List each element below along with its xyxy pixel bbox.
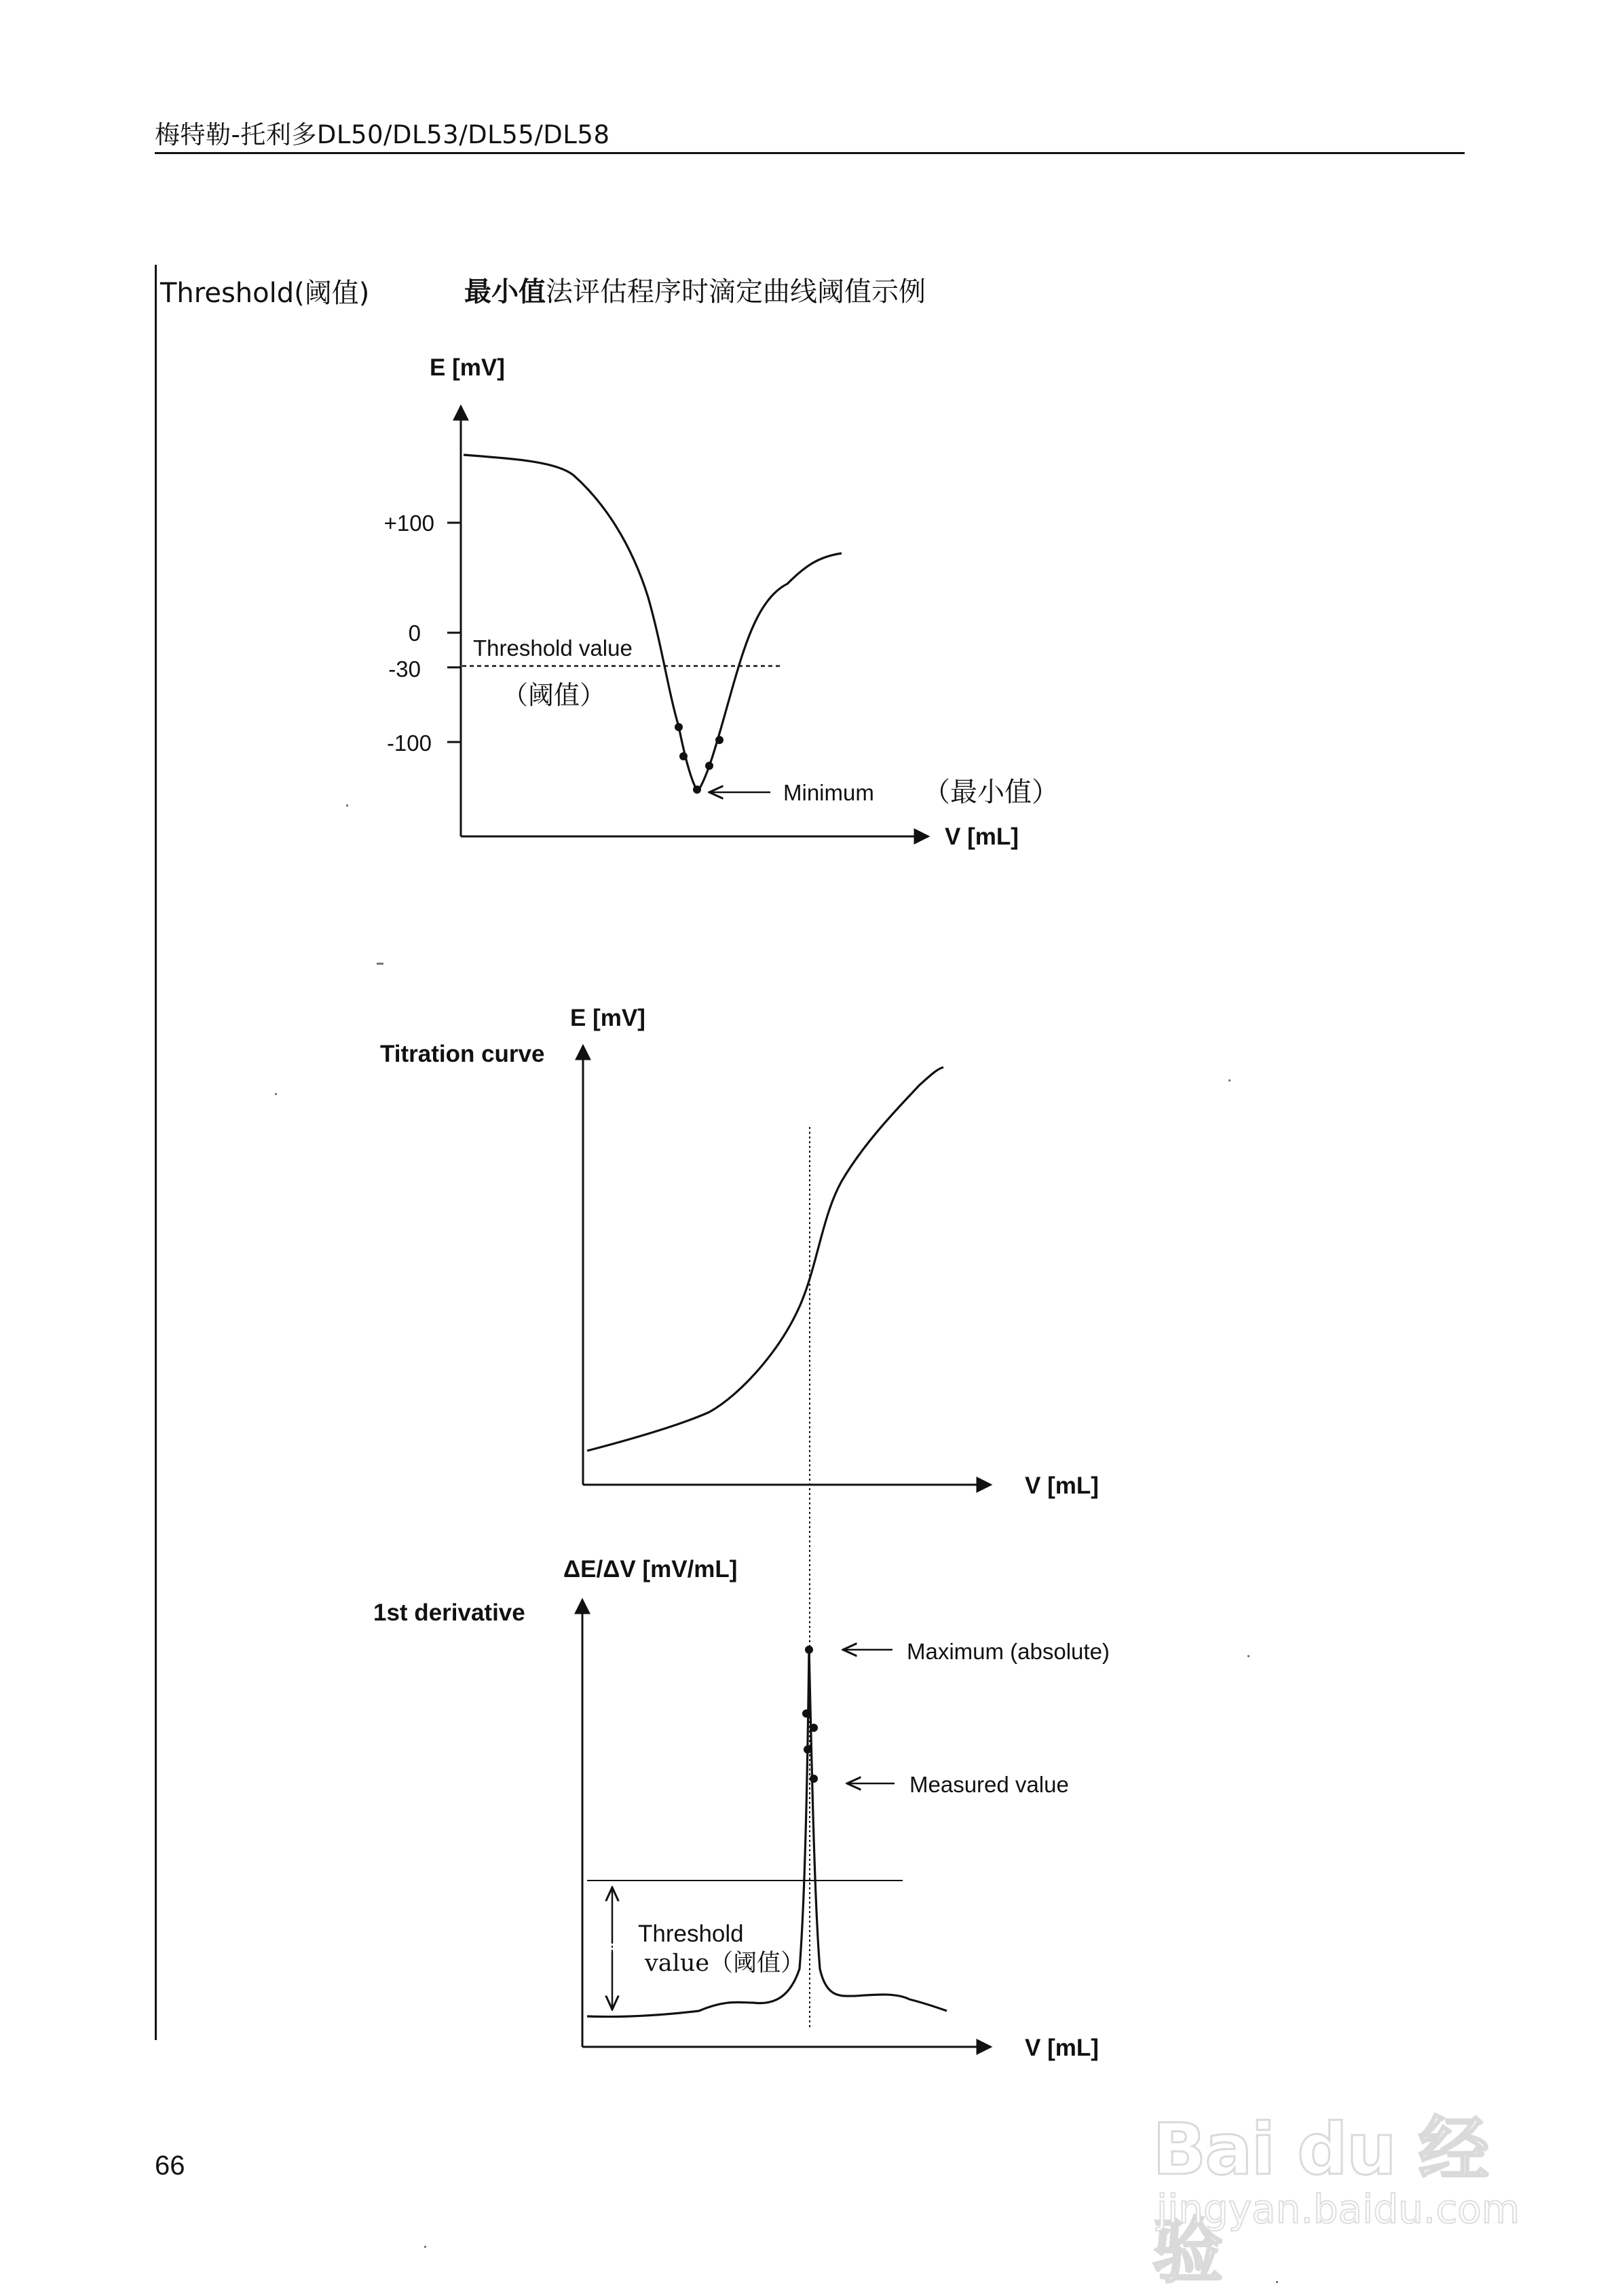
fig3-point-3	[810, 1724, 818, 1732]
fig3-threshold-label-1: Threshold	[638, 1921, 744, 1947]
fig1-ylabel: E [mV]	[430, 354, 505, 381]
fig3-point-5	[810, 1775, 818, 1783]
watermark-brand: Bai du 经验	[1152, 2108, 1488, 2293]
fig1-point-2	[679, 752, 688, 760]
fig3-point-2	[802, 1709, 810, 1718]
fig2-title: Titration curve	[380, 1041, 545, 1067]
fig1-curve	[464, 455, 842, 792]
fig1-minimum-label-cn: （最小值）	[923, 777, 1059, 808]
fig1-ytick-plus100: +100	[383, 511, 434, 536]
fig2-xlabel: V [mL]	[1025, 1473, 1099, 1499]
fig3-title: 1st derivative	[373, 1599, 525, 1626]
fig1-point-1	[675, 723, 683, 731]
fig1-ytick-minus100: -100	[386, 730, 432, 756]
fig2-curve	[587, 1067, 943, 1451]
scan-specks	[275, 804, 1278, 2283]
fig1-point-4	[705, 762, 713, 770]
fig1-minimum-label: Minimum	[783, 780, 874, 805]
watermark-url: jingyan.baidu.com	[1157, 2186, 1520, 2232]
fig1-xlabel: V [mL]	[945, 823, 1019, 850]
fig3-point-4	[804, 1745, 812, 1754]
fig1-ytick-0: 0	[408, 621, 421, 646]
figure2	[380, 1005, 1099, 2030]
fig1-point-5	[715, 736, 724, 744]
caption-bold: 最小值	[464, 276, 546, 308]
figure1	[384, 354, 1059, 850]
fig1-threshold-label: Threshold value	[473, 635, 633, 661]
fig3-measured-label: Measured value	[909, 1772, 1069, 1797]
section-label: Threshold(阈值)	[160, 278, 370, 309]
caption-rest: 法评估程序时滴定曲线阈值示例	[546, 276, 926, 308]
fig3-threshold-label-2: value（阈值）	[645, 1950, 805, 1977]
figure3	[373, 1556, 1110, 2061]
fig3-ylabel: ΔE/ΔV [mV/mL]	[563, 1556, 738, 1582]
fig2-ylabel: E [mV]	[570, 1005, 645, 1031]
page-number: 66	[155, 2151, 185, 2181]
fig1-point-3	[693, 785, 701, 794]
fig1-ytick-minus30: -30	[388, 656, 421, 682]
fig1-threshold-label-cn: （阈值）	[502, 680, 606, 710]
fig3-xlabel: V [mL]	[1025, 2035, 1099, 2061]
fig3-maximum-label: Maximum (absolute)	[907, 1639, 1110, 1664]
fig3-point-max	[805, 1646, 813, 1654]
header-title: 梅特勒-托利多DL50/DL53/DL55/DL58	[155, 120, 610, 149]
watermark	[1147, 2077, 1527, 2293]
